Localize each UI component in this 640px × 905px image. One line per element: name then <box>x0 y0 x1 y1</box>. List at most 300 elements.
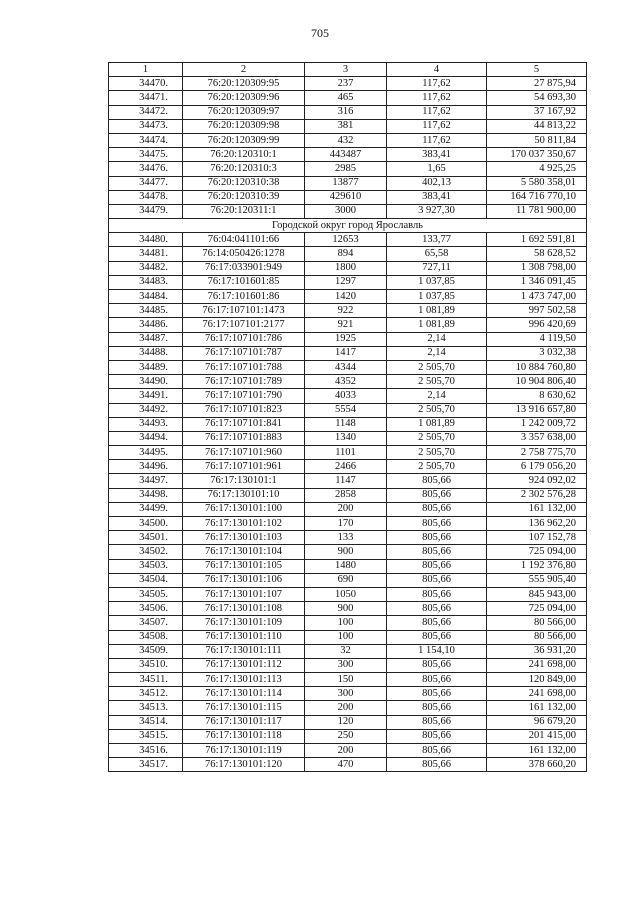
table-row <box>109 517 587 531</box>
table-cell-col-4: 2,14 <box>387 389 487 403</box>
table-row <box>109 446 587 460</box>
table-cell-col-4: 117,62 <box>387 77 487 91</box>
table-row <box>109 545 587 559</box>
table-cell-col-2: 76:14:050426:1278 <box>183 247 305 261</box>
table-row <box>109 658 587 672</box>
table-row <box>109 616 587 630</box>
table-cell-col-3: 200 <box>305 701 387 715</box>
table-cell-col-2: 76:17:130101:114 <box>183 687 305 701</box>
table-cell-col-1: 34503. <box>109 559 183 573</box>
table-cell-col-2: 76:17:130101:117 <box>183 715 305 729</box>
table-cell-col-1: 34476. <box>109 162 183 176</box>
table-row <box>109 758 587 772</box>
table-row <box>109 119 587 133</box>
table-cell-col-1: 34488. <box>109 346 183 360</box>
table-cell-col-5: 996 420,69 <box>487 318 587 332</box>
table-cell-col-4: 383,41 <box>387 148 487 162</box>
table-cell-col-3: 4352 <box>305 375 387 389</box>
table-cell-col-1: 34470. <box>109 77 183 91</box>
table-cell-col-3: 32 <box>305 644 387 658</box>
table-row <box>109 602 587 616</box>
table-cell-col-4: 1 037,85 <box>387 275 487 289</box>
table-cell-col-2: 76:17:101601:86 <box>183 290 305 304</box>
table-cell-col-3: 150 <box>305 673 387 687</box>
table-row <box>109 346 587 360</box>
table-cell-col-3: 1297 <box>305 275 387 289</box>
header-row <box>109 63 587 77</box>
table-cell-col-2: 76:17:130101:110 <box>183 630 305 644</box>
table-cell-col-1: 34482. <box>109 261 183 275</box>
table-header <box>109 63 587 77</box>
table-cell-col-1: 34509. <box>109 644 183 658</box>
table-cell-col-4: 805,66 <box>387 616 487 630</box>
table-cell-col-1: 34513. <box>109 701 183 715</box>
table-row <box>109 573 587 587</box>
table-row <box>109 247 587 261</box>
table-cell-col-1: 34495. <box>109 446 183 460</box>
table-cell-col-1: 34493. <box>109 417 183 431</box>
table-cell-col-1: 34506. <box>109 602 183 616</box>
table-cell-col-3: 1101 <box>305 446 387 460</box>
table-cell-col-4: 117,62 <box>387 119 487 133</box>
table-cell-col-4: 805,66 <box>387 630 487 644</box>
table-cell-col-1: 34501. <box>109 531 183 545</box>
table-cell-col-3: 316 <box>305 105 387 119</box>
table-cell-col-2: 76:17:107101:789 <box>183 375 305 389</box>
table-cell-col-3: 100 <box>305 630 387 644</box>
table-cell-col-1: 34505. <box>109 587 183 601</box>
table-cell-col-4: 805,66 <box>387 701 487 715</box>
table-row <box>109 587 587 601</box>
table-cell-col-5: 164 716 770,10 <box>487 190 587 204</box>
table-row <box>109 389 587 403</box>
table-cell-col-5: 58 628,52 <box>487 247 587 261</box>
table-cell-col-1: 34486. <box>109 318 183 332</box>
table-cell-col-2: 76:17:130101:105 <box>183 559 305 573</box>
table-cell-col-2: 76:17:101601:85 <box>183 275 305 289</box>
table-cell-col-3: 922 <box>305 304 387 318</box>
table-cell-col-1: 34481. <box>109 247 183 261</box>
table-cell-col-1: 34496. <box>109 460 183 474</box>
table-cell-col-4: 1 081,89 <box>387 304 487 318</box>
table-cell-col-5: 161 132,00 <box>487 502 587 516</box>
table-cell-col-1: 34514. <box>109 715 183 729</box>
table-cell-col-1: 34474. <box>109 133 183 147</box>
table-cell-col-4: 805,66 <box>387 587 487 601</box>
table-row <box>109 488 587 502</box>
table-cell-col-5: 241 698,00 <box>487 658 587 672</box>
table-cell-col-2: 76:17:130101:102 <box>183 517 305 531</box>
table-cell-col-1: 34510. <box>109 658 183 672</box>
table-cell-col-2: 76:17:130101:10 <box>183 488 305 502</box>
table-row <box>109 91 587 105</box>
table-cell-col-5: 725 094,00 <box>487 602 587 616</box>
table-cell-col-2: 76:17:107101:960 <box>183 446 305 460</box>
table-cell-col-2: 76:17:130101:100 <box>183 502 305 516</box>
header-cell: 4 <box>387 63 487 77</box>
table-row <box>109 531 587 545</box>
table-cell-col-3: 1420 <box>305 290 387 304</box>
table-cell-col-3: 381 <box>305 119 387 133</box>
table-cell-col-3: 1480 <box>305 559 387 573</box>
table-cell-col-4: 402,13 <box>387 176 487 190</box>
table-cell-col-4: 805,66 <box>387 715 487 729</box>
table-row <box>109 261 587 275</box>
table-cell-col-3: 3000 <box>305 204 387 218</box>
table-cell-col-2: 76:17:130101:106 <box>183 573 305 587</box>
page-number: 705 <box>311 26 329 40</box>
table-row <box>109 105 587 119</box>
table-cell-col-5: 241 698,00 <box>487 687 587 701</box>
table-row <box>109 729 587 743</box>
table-cell-col-3: 1340 <box>305 431 387 445</box>
table-cell-col-2: 76:17:130101:118 <box>183 729 305 743</box>
table-cell-col-3: 900 <box>305 545 387 559</box>
table-cell-col-1: 34500. <box>109 517 183 531</box>
table-cell-col-1: 34507. <box>109 616 183 630</box>
table-cell-col-2: 76:20:120309:97 <box>183 105 305 119</box>
table-cell-col-1: 34492. <box>109 403 183 417</box>
table-cell-col-3: 900 <box>305 602 387 616</box>
table-row <box>109 332 587 346</box>
table-cell-col-1: 34517. <box>109 758 183 772</box>
table-cell-col-4: 65,58 <box>387 247 487 261</box>
table-cell-col-1: 34516. <box>109 744 183 758</box>
table-cell-col-5: 13 916 657,80 <box>487 403 587 417</box>
table-cell-col-5: 54 693,30 <box>487 91 587 105</box>
table-cell-col-2: 76:20:120309:99 <box>183 133 305 147</box>
section-row <box>109 219 587 233</box>
table-cell-col-4: 2,14 <box>387 346 487 360</box>
table-cell-col-4: 2 505,70 <box>387 403 487 417</box>
table-cell-col-5: 2 758 775,70 <box>487 446 587 460</box>
header-cell: 1 <box>109 63 183 77</box>
table-cell-col-4: 2 505,70 <box>387 460 487 474</box>
table-cell-col-2: 76:17:107101:883 <box>183 431 305 445</box>
table-cell-col-4: 3 927,30 <box>387 204 487 218</box>
table-cell-col-5: 10 884 760,80 <box>487 360 587 374</box>
table-row <box>109 417 587 431</box>
table-cell-col-5: 725 094,00 <box>487 545 587 559</box>
table-cell-col-1: 34479. <box>109 204 183 218</box>
table-cell-col-1: 34515. <box>109 729 183 743</box>
table-cell-col-5: 27 875,94 <box>487 77 587 91</box>
table-cell-col-2: 76:20:120310:3 <box>183 162 305 176</box>
table-cell-col-5: 120 849,00 <box>487 673 587 687</box>
table-cell-col-2: 76:17:130101:107 <box>183 587 305 601</box>
table-cell-col-4: 805,66 <box>387 573 487 587</box>
header-cell: 3 <box>305 63 387 77</box>
table-cell-col-5: 161 132,00 <box>487 744 587 758</box>
table-cell-col-1: 34478. <box>109 190 183 204</box>
table-cell-col-2: 76:20:120309:95 <box>183 77 305 91</box>
table-row <box>109 375 587 389</box>
header-cell: 2 <box>183 63 305 77</box>
section-title: Городской округ город Ярославль <box>109 219 587 233</box>
table-cell-col-1: 34472. <box>109 105 183 119</box>
table-cell-col-5: 378 660,20 <box>487 758 587 772</box>
table-cell-col-5: 2 302 576,28 <box>487 488 587 502</box>
table-cell-col-2: 76:17:130101:111 <box>183 644 305 658</box>
table-cell-col-4: 805,66 <box>387 559 487 573</box>
table-cell-col-4: 117,62 <box>387 105 487 119</box>
table-row <box>109 290 587 304</box>
table-cell-col-3: 465 <box>305 91 387 105</box>
table-cell-col-5: 6 179 056,20 <box>487 460 587 474</box>
table-cell-col-4: 1,65 <box>387 162 487 176</box>
table-cell-col-3: 1925 <box>305 332 387 346</box>
table-cell-col-4: 805,66 <box>387 673 487 687</box>
table-cell-col-1: 34494. <box>109 431 183 445</box>
table-row <box>109 673 587 687</box>
table-row <box>109 360 587 374</box>
table-row <box>109 630 587 644</box>
table-cell-col-3: 5554 <box>305 403 387 417</box>
table-cell-col-4: 2 505,70 <box>387 375 487 389</box>
table-cell-col-4: 117,62 <box>387 91 487 105</box>
table-cell-col-3: 470 <box>305 758 387 772</box>
table-cell-col-1: 34475. <box>109 148 183 162</box>
table-cell-col-4: 383,41 <box>387 190 487 204</box>
table-cell-col-3: 170 <box>305 517 387 531</box>
table-cell-col-5: 5 580 358,01 <box>487 176 587 190</box>
table-row <box>109 687 587 701</box>
table-cell-col-3: 1148 <box>305 417 387 431</box>
table-cell-col-5: 1 346 091,45 <box>487 275 587 289</box>
table-cell-col-5: 997 502,58 <box>487 304 587 318</box>
table-cell-col-3: 921 <box>305 318 387 332</box>
table-cell-col-5: 80 566,00 <box>487 616 587 630</box>
table-cell-col-3: 12653 <box>305 233 387 247</box>
table-cell-col-2: 76:17:107101:2177 <box>183 318 305 332</box>
table-cell-col-3: 443487 <box>305 148 387 162</box>
table-row <box>109 233 587 247</box>
table-row <box>109 715 587 729</box>
table-cell-col-2: 76:20:120310:39 <box>183 190 305 204</box>
table-cell-col-4: 805,66 <box>387 658 487 672</box>
table-cell-col-1: 34512. <box>109 687 183 701</box>
table-cell-col-5: 8 630,62 <box>487 389 587 403</box>
table-cell-col-5: 50 811,84 <box>487 133 587 147</box>
table-cell-col-3: 237 <box>305 77 387 91</box>
table-row <box>109 644 587 658</box>
table-cell-col-3: 2985 <box>305 162 387 176</box>
table-cell-col-1: 34471. <box>109 91 183 105</box>
table-row <box>109 176 587 190</box>
table-cell-col-5: 555 905,40 <box>487 573 587 587</box>
table-cell-col-1: 34487. <box>109 332 183 346</box>
table-cell-col-5: 36 931,20 <box>487 644 587 658</box>
table-cell-col-3: 1147 <box>305 474 387 488</box>
table-row <box>109 162 587 176</box>
table-row <box>109 431 587 445</box>
table-cell-col-2: 76:17:130101:112 <box>183 658 305 672</box>
table-cell-col-3: 200 <box>305 502 387 516</box>
table-cell-col-3: 894 <box>305 247 387 261</box>
table-cell-col-4: 805,66 <box>387 744 487 758</box>
table-cell-col-2: 76:17:130101:103 <box>183 531 305 545</box>
table-row <box>109 559 587 573</box>
table-cell-col-4: 2,14 <box>387 332 487 346</box>
header-cell: 5 <box>487 63 587 77</box>
table-cell-col-2: 76:17:130101:104 <box>183 545 305 559</box>
table-cell-col-4: 117,62 <box>387 133 487 147</box>
table-cell-col-3: 4344 <box>305 360 387 374</box>
table-cell-col-5: 1 192 376,80 <box>487 559 587 573</box>
table-row <box>109 204 587 218</box>
table-cell-col-2: 76:17:107101:788 <box>183 360 305 374</box>
table-cell-col-2: 76:17:107101:841 <box>183 417 305 431</box>
table-row <box>109 460 587 474</box>
table-cell-col-2: 76:17:107101:1473 <box>183 304 305 318</box>
table-cell-col-5: 96 679,20 <box>487 715 587 729</box>
table-cell-col-5: 107 152,78 <box>487 531 587 545</box>
table-row <box>109 304 587 318</box>
table-cell-col-1: 34473. <box>109 119 183 133</box>
table-cell-col-2: 76:17:033901:949 <box>183 261 305 275</box>
table-cell-col-1: 34511. <box>109 673 183 687</box>
table-cell-col-5: 4 925,25 <box>487 162 587 176</box>
table-cell-col-2: 76:17:130101:113 <box>183 673 305 687</box>
table-cell-col-5: 3 032,38 <box>487 346 587 360</box>
table-cell-col-1: 34485. <box>109 304 183 318</box>
table-cell-col-4: 1 081,89 <box>387 417 487 431</box>
table-cell-col-3: 432 <box>305 133 387 147</box>
table-cell-col-4: 727,11 <box>387 261 487 275</box>
table-cell-col-1: 34498. <box>109 488 183 502</box>
table-cell-col-5: 80 566,00 <box>487 630 587 644</box>
table-cell-col-5: 44 813,22 <box>487 119 587 133</box>
table-cell-col-5: 845 943,00 <box>487 587 587 601</box>
table-body-group-1 <box>109 77 587 219</box>
table-cell-col-2: 76:17:107101:961 <box>183 460 305 474</box>
table-cell-col-4: 2 505,70 <box>387 360 487 374</box>
table-row <box>109 502 587 516</box>
table-cell-col-3: 4033 <box>305 389 387 403</box>
table-cell-col-4: 805,66 <box>387 488 487 502</box>
table-cell-col-2: 76:17:130101:108 <box>183 602 305 616</box>
table-cell-col-4: 805,66 <box>387 531 487 545</box>
table-cell-col-2: 76:17:130101:115 <box>183 701 305 715</box>
table-cell-col-4: 2 505,70 <box>387 431 487 445</box>
table-cell-col-4: 805,66 <box>387 729 487 743</box>
table-cell-col-4: 805,66 <box>387 517 487 531</box>
table-cell-col-2: 76:17:107101:786 <box>183 332 305 346</box>
table-cell-col-5: 1 692 591,81 <box>487 233 587 247</box>
table-row <box>109 744 587 758</box>
table-cell-col-4: 805,66 <box>387 687 487 701</box>
table-row <box>109 701 587 715</box>
table-cell-col-5: 170 037 350,67 <box>487 148 587 162</box>
table-cell-col-1: 34491. <box>109 389 183 403</box>
table-cell-col-3: 1417 <box>305 346 387 360</box>
table-cell-col-5: 1 473 747,00 <box>487 290 587 304</box>
registry-table <box>108 62 587 772</box>
table-cell-col-3: 100 <box>305 616 387 630</box>
table-cell-col-3: 690 <box>305 573 387 587</box>
table-cell-col-2: 76:17:107101:787 <box>183 346 305 360</box>
table-cell-col-3: 200 <box>305 744 387 758</box>
table-cell-col-2: 76:17:107101:790 <box>183 389 305 403</box>
table-cell-col-3: 429610 <box>305 190 387 204</box>
table-cell-col-5: 37 167,92 <box>487 105 587 119</box>
table-cell-col-2: 76:20:120309:96 <box>183 91 305 105</box>
table-cell-col-4: 133,77 <box>387 233 487 247</box>
table-cell-col-5: 161 132,00 <box>487 701 587 715</box>
table-cell-col-5: 1 308 798,00 <box>487 261 587 275</box>
table-cell-col-3: 250 <box>305 729 387 743</box>
table-row <box>109 190 587 204</box>
table-cell-col-2: 76:20:120311:1 <box>183 204 305 218</box>
table-cell-col-1: 34502. <box>109 545 183 559</box>
section-heading-body <box>109 219 587 233</box>
table-cell-col-5: 201 415,00 <box>487 729 587 743</box>
table-cell-col-1: 34477. <box>109 176 183 190</box>
table-body-group-2 <box>109 233 587 772</box>
table-cell-col-5: 4 119,50 <box>487 332 587 346</box>
table-cell-col-1: 34499. <box>109 502 183 516</box>
table-cell-col-2: 76:04:041101:66 <box>183 233 305 247</box>
table-cell-col-4: 1 154,10 <box>387 644 487 658</box>
table-cell-col-5: 3 357 638,00 <box>487 431 587 445</box>
table-cell-col-5: 11 781 900,00 <box>487 204 587 218</box>
table-cell-col-2: 76:17:130101:120 <box>183 758 305 772</box>
table-cell-col-4: 805,66 <box>387 758 487 772</box>
table-cell-col-4: 1 081,89 <box>387 318 487 332</box>
table-cell-col-1: 34483. <box>109 275 183 289</box>
table-cell-col-3: 120 <box>305 715 387 729</box>
table-cell-col-5: 10 904 806,40 <box>487 375 587 389</box>
table-row <box>109 474 587 488</box>
table-cell-col-2: 76:17:130101:1 <box>183 474 305 488</box>
table-cell-col-3: 300 <box>305 658 387 672</box>
table-row <box>109 133 587 147</box>
table-cell-col-2: 76:17:130101:109 <box>183 616 305 630</box>
table-cell-col-5: 1 242 009,72 <box>487 417 587 431</box>
table-cell-col-3: 300 <box>305 687 387 701</box>
table-row <box>109 275 587 289</box>
table-cell-col-1: 34490. <box>109 375 183 389</box>
table-cell-col-3: 1050 <box>305 587 387 601</box>
table-cell-col-1: 34480. <box>109 233 183 247</box>
table-cell-col-4: 805,66 <box>387 545 487 559</box>
table-cell-col-2: 76:20:120310:1 <box>183 148 305 162</box>
table-cell-col-4: 805,66 <box>387 502 487 516</box>
table-row <box>109 148 587 162</box>
table-cell-col-4: 805,66 <box>387 474 487 488</box>
table-cell-col-2: 76:17:107101:823 <box>183 403 305 417</box>
table-row <box>109 403 587 417</box>
table-cell-col-5: 136 962,20 <box>487 517 587 531</box>
table-cell-col-1: 34508. <box>109 630 183 644</box>
table-cell-col-4: 2 505,70 <box>387 446 487 460</box>
table-cell-col-1: 34504. <box>109 573 183 587</box>
table-cell-col-1: 34489. <box>109 360 183 374</box>
table-cell-col-2: 76:17:130101:119 <box>183 744 305 758</box>
table-row <box>109 318 587 332</box>
table-cell-col-3: 2466 <box>305 460 387 474</box>
table-cell-col-1: 34484. <box>109 290 183 304</box>
table-cell-col-3: 133 <box>305 531 387 545</box>
table-cell-col-3: 2858 <box>305 488 387 502</box>
table-cell-col-3: 13877 <box>305 176 387 190</box>
table-cell-col-3: 1800 <box>305 261 387 275</box>
table-cell-col-2: 76:20:120309:98 <box>183 119 305 133</box>
table-cell-col-4: 805,66 <box>387 602 487 616</box>
table-row <box>109 77 587 91</box>
table-cell-col-2: 76:20:120310:38 <box>183 176 305 190</box>
table-cell-col-4: 1 037,85 <box>387 290 487 304</box>
